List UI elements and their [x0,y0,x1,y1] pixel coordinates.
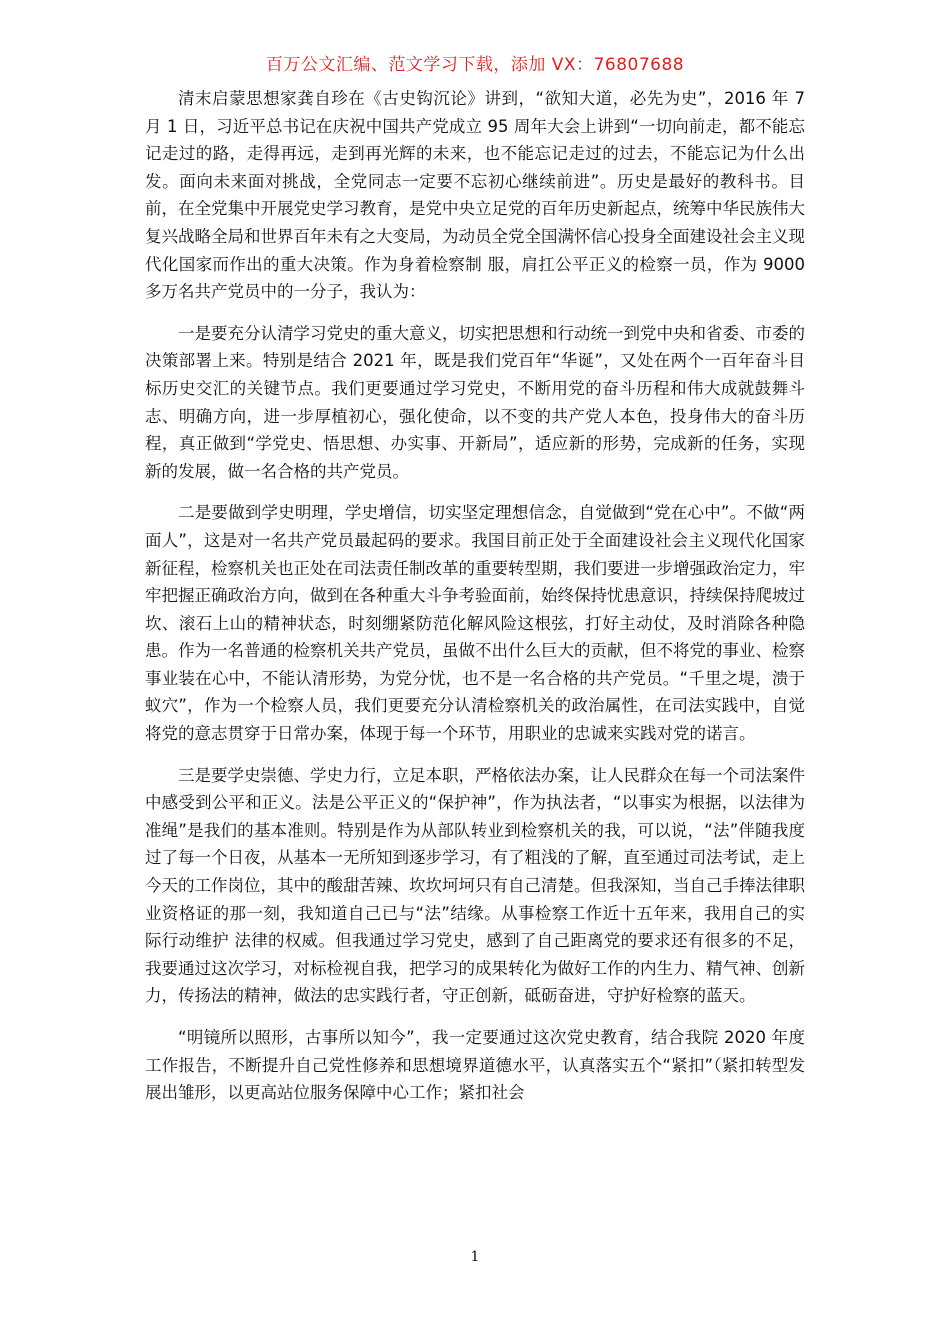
paragraph-point-one: 一是要充分认清学习党史的重大意义，切实把思想和行动统一到党中央和省委、市委的决策部署上来。特别是结合 2021 年，既是我们党百年“华诞”，又处在两个一百年奋斗目标历史交汇的关键节点。我们更要通过学习党史，不断用党的奋斗历程和伟大成就鼓舞斗志、明确方向，进一步厚植初心，强化使命，以不变的共产党人本色，投身伟大的奋斗历程，真正做到“学党史、悟思想、办实事、开新局”，适应新的形势，完成新的任务，实现新的发展，做一名合格的共产党员。 [145,323,805,481]
page-number: 1 [470,1249,480,1265]
paragraph-point-two: 二是要做到学史明理，学史增信，切实坚定理想信念，自觉做到“党在心中”。不做“两面人”，这是对一名共产党员最起码的要求。我国目前正处于全面建设社会主义现代化国家新征程，检察机关也正处在司法责任制改革的重要转型期，我们要进一步增强政治定力，牢牢把握正确政治方向，做到在各种重大斗争考验面前，始终保持忧患意识，持续保持爬坡过坎、滚石上山的精神状态，时刻绷紧防范化解风险这根弦，打好主动仗，及时消除各种隐患。作为一名普通的检察机关共产党员，虽做不出什么巨大的贡献，但不将党的事业、检察事业装在心中，不能认清形势，为党分忧，也不是一名合格的共产党员。“千里之堤，溃于蚁穴”，作为一个检察人员，我们更要充分认清检察机关的政治属性，在司法实践中，自觉将党的意志贯穿于日常办案，体现于每一个环节，用职业的忠诚来实践对党的诺言。 [145,503,805,744]
paragraph-point-three: 三是要学史崇德、学史力行，立足本职，严格依法办案，让人民群众在每一个司法案件中感受到公平和正义。法是公平正义的“保护神”，作为执法者，“以事实为根据，以法律为准绳”是我们的基本准则。特别是作为从部队转业到检察机关的我，可以说，“法”伴随我度过了每一个日夜，从基本一无所知到逐步学习，有了粗浅的了解，直至通过司法考试，走上今天的工作岗位，其中的酸甜苦辣、坎坎坷坷只有自己清楚。但我深知，当自己手捧法律职业资格证的那一刻，我知道自己已与“法”结缘。从事检察工作近十五年来，我用自己的实际行动维护 法律的权威。但我通过学习党史，感到了自己距离党的要求还有很多的不足，我要通过这次学习，对标检视自我，把学习的成果转化为做好工作的内生力、精气神、创新力，传扬法的精神，做法的忠实践行者，守正创新，砥砺奋进，守护好检察的蓝天。 [145,765,805,1006]
paragraph-conclusion: “明镜所以照形，古事所以知今”，我一定要通过这次党史教育，结合我院 2020 年度工作报告，不断提升自己党性修养和思想境界道德水平，认真落实五个“紧扣”（紧扣转型发展出雏形，以更高站位服务保障中心工作；紧扣社会 [145,1028,805,1103]
header-banner: 百万公文汇编、范文学习下载，添加 VX：76807688 [265,55,685,75]
paragraph-intro: 清末启蒙思想家龚自珍在《古史钩沉论》讲到，“欲知大道，必先为史”，2016 年 7 月 1 日，习近平总书记在庆祝中国共产党成立 95 周年大会上讲到“一切向前走，都不能忘记走过的路，走得再远，走到再光辉的未来，也不能忘记走过的过去，不能忘记为什么出发。面向未来面对挑战，全党同志一定要不忘初心继续前进”。历史是最好的教科书。目前，在全党集中开展党史学习教育，是党中央立足党的百年历史新起点，统筹中华民族伟大复兴战略全局和世界百年未有之大变局，为动员全党全国满怀信心投身全面建设社会主义现代化国家而作出的重大决策。作为身着检察制 服，肩扛公平正义的检察一员，作为 9000 多万名共产党员中的一分子，我认为： [145,89,805,302]
document-body [145,85,805,1121]
